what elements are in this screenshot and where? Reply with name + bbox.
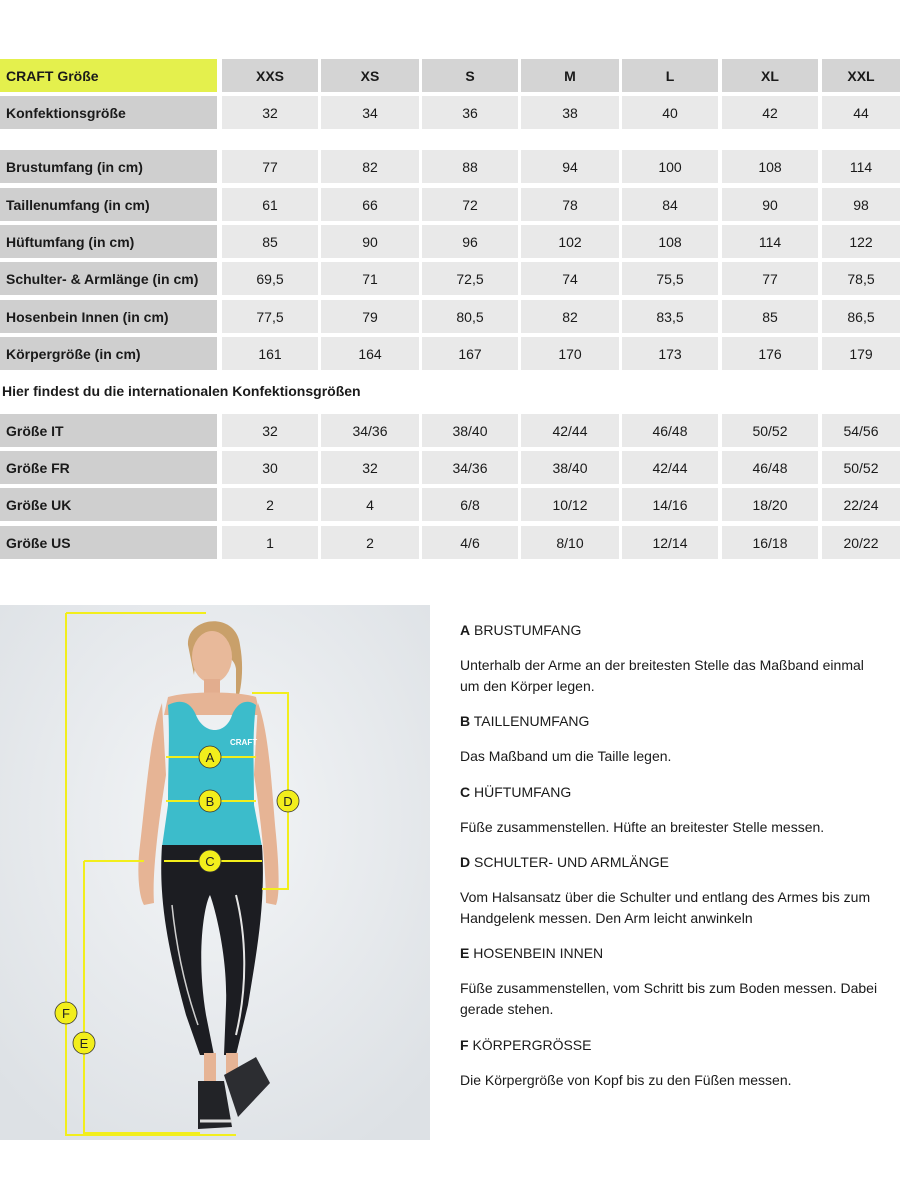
measurement-row-cell: 82 xyxy=(521,300,619,333)
marker-b xyxy=(199,790,221,812)
measurement-row-cell: 108 xyxy=(722,150,818,183)
international-row-cell: 14/16 xyxy=(622,488,718,521)
guide-letter: E xyxy=(460,945,470,961)
measurement-row-label: Hüftumfang (in cm) xyxy=(0,225,217,258)
measurement-row-cell: 79 xyxy=(321,300,419,333)
guide-text: Vom Halsansatz über die Schulter und entlang des Armes bis zum Handgelenk messen. Den Arm leicht anwinkeln xyxy=(460,889,871,926)
measurement-row-cell: 161 xyxy=(222,337,318,370)
svg-text:A: A xyxy=(205,750,215,765)
guide-title xyxy=(460,711,880,732)
measurement-row-cell: 75,5 xyxy=(622,262,718,295)
marker-f xyxy=(55,1002,77,1024)
guide-title xyxy=(460,782,880,803)
guide-letter: F xyxy=(460,1037,469,1053)
measurement-row-cell: 94 xyxy=(521,150,619,183)
measurement-row-cell: 108 xyxy=(622,225,718,258)
international-row-cell: 34/36 xyxy=(321,414,419,447)
svg-text:D: D xyxy=(283,794,293,809)
marker-a xyxy=(199,746,221,768)
measurement-row-cell: 86,5 xyxy=(822,300,900,333)
measurement-row-label: Brustumfang (in cm) xyxy=(0,150,217,183)
measurement-row-cell: 78 xyxy=(521,188,619,221)
international-row-cell: 20/22 xyxy=(822,526,900,559)
konfektion-cell: 38 xyxy=(521,96,619,129)
measurement-row-cell: 179 xyxy=(822,337,900,370)
international-row-label: Größe US xyxy=(0,526,217,559)
konfektion-cell: 40 xyxy=(622,96,718,129)
measurement-row-label: Taillenumfang (in cm) xyxy=(0,188,217,221)
konfektion-cell: 44 xyxy=(822,96,900,129)
header-cell: XS xyxy=(321,59,419,92)
guide-letter: B xyxy=(460,713,471,729)
measurement-row-cell: 72 xyxy=(422,188,518,221)
international-row-cell: 22/24 xyxy=(822,488,900,521)
guide-text: Die Körpergröße von Kopf bis zu den Füßen messen. xyxy=(460,1072,792,1088)
measurement-row-cell: 72,5 xyxy=(422,262,518,295)
guide-letter: C xyxy=(460,784,471,800)
guide-title xyxy=(460,943,880,964)
measurement-row-cell: 84 xyxy=(622,188,718,221)
measurement-row-cell: 85 xyxy=(722,300,818,333)
international-sizes-note: Hier findest du die internationalen Konfektionsgrößen xyxy=(2,383,361,399)
measurement-row-cell: 77 xyxy=(222,150,318,183)
international-row-cell: 16/18 xyxy=(722,526,818,559)
measurement-row-label: Hosenbein Innen (in cm) xyxy=(0,300,217,333)
header-cell: XL xyxy=(722,59,818,92)
header-cell: XXL xyxy=(822,59,900,92)
international-row-cell: 10/12 xyxy=(521,488,619,521)
measurement-row-cell: 122 xyxy=(822,225,900,258)
svg-text:C: C xyxy=(205,854,215,869)
international-row-cell: 30 xyxy=(222,451,318,484)
konfektion-cell: 36 xyxy=(422,96,518,129)
measurement-row-cell: 114 xyxy=(722,225,818,258)
guide-heading: BRUSTUMFANG xyxy=(474,622,582,638)
measurement-row-cell: 66 xyxy=(321,188,419,221)
konfektion-cell: 42 xyxy=(722,96,818,129)
international-row-cell: 46/48 xyxy=(622,414,718,447)
figure-illustration xyxy=(0,605,430,1140)
international-row-cell: 12/14 xyxy=(622,526,718,559)
international-row-cell: 50/52 xyxy=(722,414,818,447)
international-row-cell: 32 xyxy=(222,414,318,447)
international-row-cell: 50/52 xyxy=(822,451,900,484)
measurement-row-cell: 85 xyxy=(222,225,318,258)
guide-heading: SCHULTER- UND ARMLÄNGE xyxy=(474,854,670,870)
international-row-cell: 42/44 xyxy=(521,414,619,447)
measurement-row-cell: 61 xyxy=(222,188,318,221)
measurement-row-cell: 90 xyxy=(722,188,818,221)
international-row-label: Größe UK xyxy=(0,488,217,521)
measurement-row-cell: 170 xyxy=(521,337,619,370)
guide-letter: A xyxy=(460,622,471,638)
header-cell: S xyxy=(422,59,518,92)
international-row-cell: 1 xyxy=(222,526,318,559)
measurement-row-cell: 78,5 xyxy=(822,262,900,295)
konfektion-label: Konfektionsgröße xyxy=(0,96,217,129)
guide-heading: HOSENBEIN INNEN xyxy=(473,945,604,961)
measurement-row-cell: 176 xyxy=(722,337,818,370)
guide-title xyxy=(460,1035,880,1056)
international-row-cell: 46/48 xyxy=(722,451,818,484)
guide-text: Füße zusammenstellen, vom Schritt bis zum Boden messen. Dabei gerade stehen. xyxy=(460,980,878,1017)
header-cell: XXS xyxy=(222,59,318,92)
header-cell: L xyxy=(622,59,718,92)
guide-text: Unterhalb der Arme an der breitesten Stelle das Maßband einmal um den Körper legen. xyxy=(460,657,864,694)
international-row-cell: 2 xyxy=(222,488,318,521)
measurement-row-cell: 173 xyxy=(622,337,718,370)
international-row-cell: 32 xyxy=(321,451,419,484)
guide-text: Das Maßband um die Taille legen. xyxy=(460,748,672,764)
measurement-row-cell: 167 xyxy=(422,337,518,370)
measurement-row-cell: 82 xyxy=(321,150,419,183)
international-row-cell: 8/10 xyxy=(521,526,619,559)
guide-text: Füße zusammenstellen. Hüfte an breitester Stelle messen. xyxy=(460,819,825,835)
guide-heading: KÖRPERGRÖSSE xyxy=(472,1037,592,1053)
measurement-figure xyxy=(0,605,430,1140)
international-row-cell: 38/40 xyxy=(422,414,518,447)
measurement-row-cell: 90 xyxy=(321,225,419,258)
measurement-row-cell: 102 xyxy=(521,225,619,258)
shirt-logo: CRAFT xyxy=(230,738,258,747)
international-row-cell: 4/6 xyxy=(422,526,518,559)
measurement-row-cell: 69,5 xyxy=(222,262,318,295)
measurement-row-cell: 96 xyxy=(422,225,518,258)
international-row-cell: 18/20 xyxy=(722,488,818,521)
measurement-row-cell: 114 xyxy=(822,150,900,183)
header-label: CRAFT Größe xyxy=(0,59,217,92)
measurement-row-label: Schulter- & Armlänge (in cm) xyxy=(0,262,217,295)
measurement-row-cell: 98 xyxy=(822,188,900,221)
konfektion-cell: 32 xyxy=(222,96,318,129)
international-row-label: Größe FR xyxy=(0,451,217,484)
measurement-row-cell: 164 xyxy=(321,337,419,370)
international-row-cell: 42/44 xyxy=(622,451,718,484)
guide-letter: D xyxy=(460,854,471,870)
marker-e xyxy=(73,1032,95,1054)
international-row-label: Größe IT xyxy=(0,414,217,447)
svg-text:F: F xyxy=(62,1006,70,1021)
svg-text:E: E xyxy=(79,1036,89,1051)
measurement-row-cell: 71 xyxy=(321,262,419,295)
measurement-row-cell: 88 xyxy=(422,150,518,183)
measurement-row-cell: 83,5 xyxy=(622,300,718,333)
header-cell: M xyxy=(521,59,619,92)
international-row-cell: 38/40 xyxy=(521,451,619,484)
international-row-cell: 2 xyxy=(321,526,419,559)
measurement-row-label: Körpergröße (in cm) xyxy=(0,337,217,370)
international-row-cell: 34/36 xyxy=(422,451,518,484)
international-row-cell: 54/56 xyxy=(822,414,900,447)
guide-title xyxy=(460,852,880,873)
guide-heading: TAILLENUMFANG xyxy=(473,713,590,729)
measurement-row-cell: 74 xyxy=(521,262,619,295)
svg-text:B: B xyxy=(205,794,215,809)
international-row-cell: 6/8 xyxy=(422,488,518,521)
guide-title xyxy=(460,620,880,641)
marker-c xyxy=(199,850,221,872)
guide-heading: HÜFTUMFANG xyxy=(474,784,572,800)
measurement-row-cell: 77 xyxy=(722,262,818,295)
marker-d xyxy=(277,790,299,812)
measurement-row-cell: 100 xyxy=(622,150,718,183)
measurement-row-cell: 80,5 xyxy=(422,300,518,333)
international-row-cell: 4 xyxy=(321,488,419,521)
measurement-row-cell: 77,5 xyxy=(222,300,318,333)
konfektion-cell: 34 xyxy=(321,96,419,129)
